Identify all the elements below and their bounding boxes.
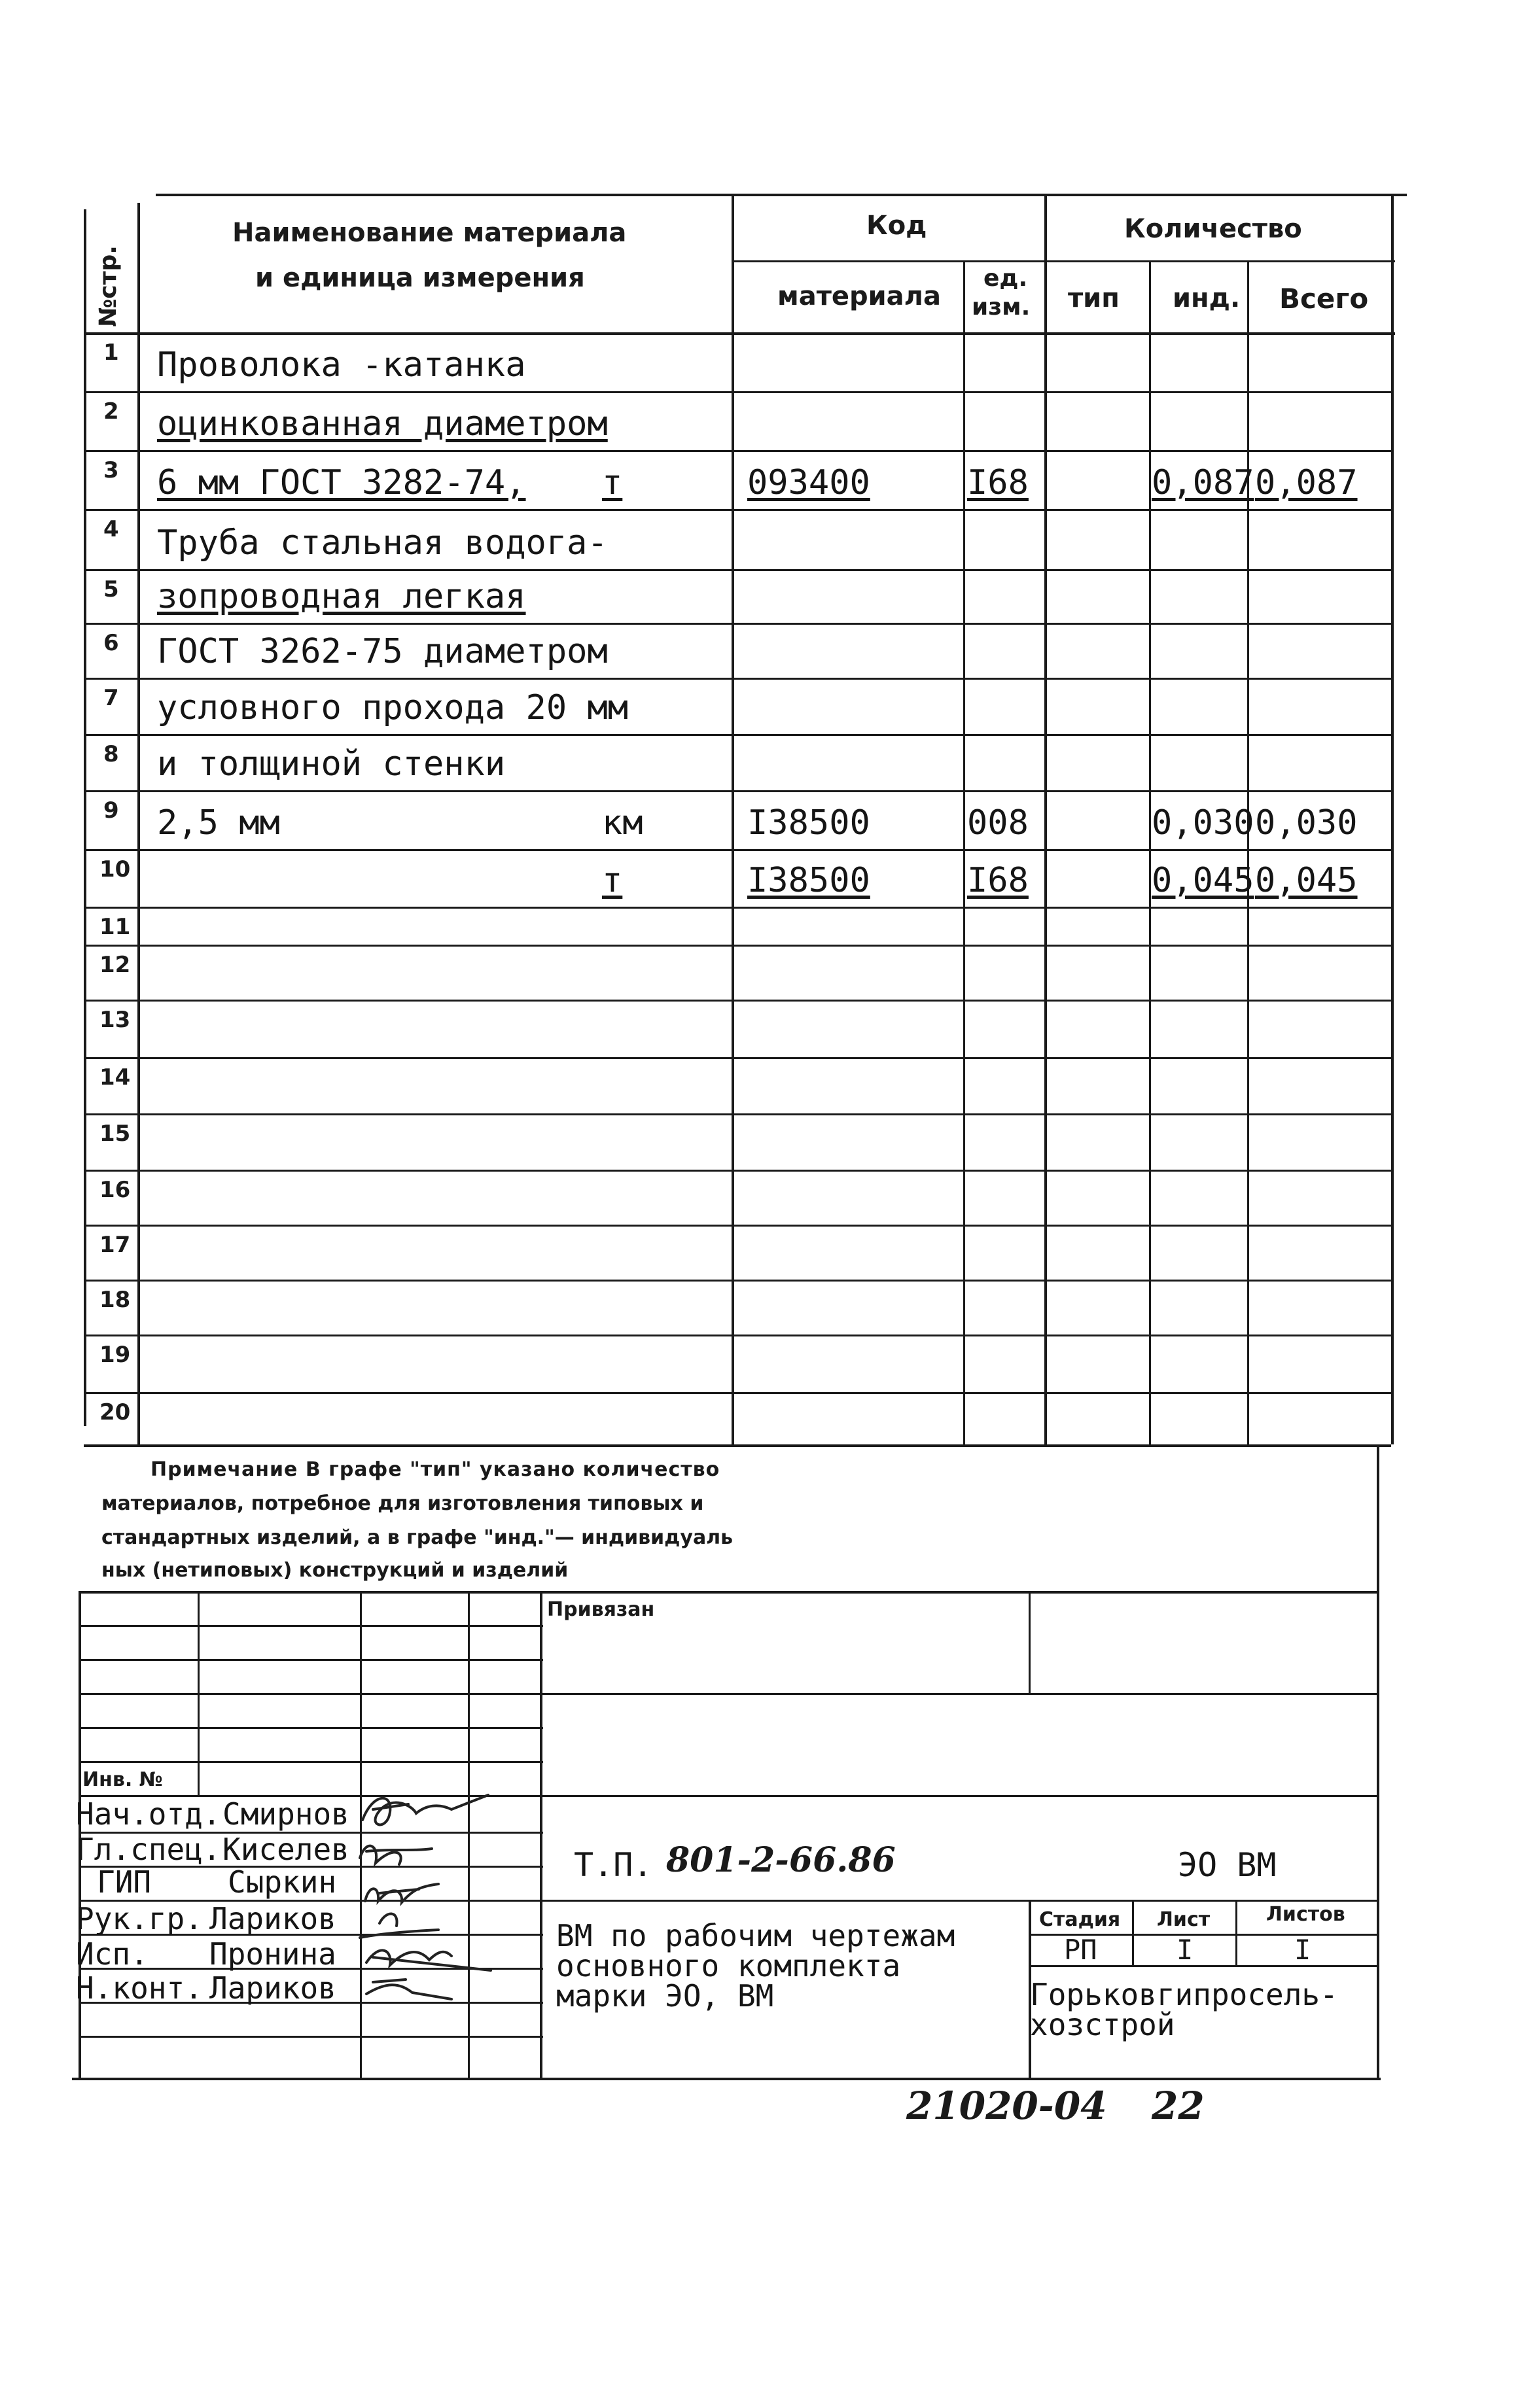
code-header: Код xyxy=(866,211,927,241)
staff-name-6: Лариков xyxy=(209,1970,336,2006)
ind-header: инд. xyxy=(1173,283,1241,313)
sheets-label: Листов xyxy=(1266,1903,1345,1926)
material-name: 6 мм ГОСТ 3282-74, xyxy=(157,463,526,502)
individual-quantity: 0,030 xyxy=(1152,803,1254,843)
row-divider xyxy=(84,1444,1391,1447)
row-divider xyxy=(84,450,1392,452)
note-line3: стандартных изделий, а в графе "инд."— индивидуаль xyxy=(101,1526,734,1549)
row-number: 3 xyxy=(103,457,119,483)
individual-quantity: 0,087 xyxy=(1152,463,1254,502)
description-line3: марки ЭО, ВМ xyxy=(556,1978,774,2014)
note-line1: Примечание В графе "тип" указано количество xyxy=(150,1458,720,1481)
row-divider xyxy=(84,849,1392,851)
staff-role-6: Н.конт. xyxy=(76,1970,203,2006)
unit-symbol: км xyxy=(602,803,643,843)
total-quantity: 0,030 xyxy=(1255,803,1358,843)
row-divider xyxy=(84,734,1392,736)
staff-role-3: ГИП xyxy=(97,1864,152,1900)
material-code-header: материала xyxy=(777,281,941,311)
unit-code: I68 xyxy=(967,861,1029,900)
material-name: Труба стальная водога- xyxy=(157,523,608,563)
description-line1: ВМ по рабочим чертежам xyxy=(556,1918,955,1953)
row-number-header: №стр. xyxy=(95,245,122,327)
staff-name-1: Смирнов xyxy=(222,1796,349,1832)
row-divider xyxy=(84,509,1392,511)
row-divider xyxy=(84,1280,1392,1282)
type-header: тип xyxy=(1068,283,1120,313)
document-mark: ЭО ВМ xyxy=(1178,1846,1277,1884)
organization-line2: хозстрой xyxy=(1030,2007,1175,2042)
row-number: 16 xyxy=(99,1177,131,1203)
note-line4: ных (нетиповых) конструкций и изделий xyxy=(101,1559,569,1582)
staff-role-1: Нач.отд. xyxy=(76,1796,221,1832)
row-number: 17 xyxy=(99,1232,131,1258)
total-quantity: 0,087 xyxy=(1255,463,1358,502)
row-number: 7 xyxy=(103,685,119,711)
material-code: 093400 xyxy=(747,463,870,502)
staff-name-3: Сыркин xyxy=(228,1864,337,1900)
unit-code: I68 xyxy=(967,463,1029,502)
note-line2: материалов, потребное для изготовления типовых и xyxy=(101,1492,704,1515)
row-divider xyxy=(84,790,1392,792)
staff-role-5: Исп. xyxy=(76,1936,149,1972)
row-divider xyxy=(84,1392,1392,1394)
staff-role-4: Рук.гр. xyxy=(76,1901,203,1936)
row-divider xyxy=(84,569,1392,571)
staff-role-2: Гл.спец. xyxy=(76,1832,221,1867)
row-divider xyxy=(84,1057,1392,1059)
material-name: условного прохода 20 мм xyxy=(157,688,629,727)
material-name: 2,5 мм xyxy=(157,803,280,843)
total-quantity: 0,045 xyxy=(1255,861,1358,900)
unit-symbol: т xyxy=(602,861,623,900)
individual-quantity: 0,045 xyxy=(1152,861,1254,900)
privyazan-label: Привязан xyxy=(547,1598,655,1621)
footer-document-number: 21020-04 xyxy=(906,2084,1107,2128)
row-number: 5 xyxy=(103,576,119,602)
staff-name-2: Киселев xyxy=(222,1832,349,1867)
stage-value: РП xyxy=(1064,1934,1097,1966)
material-name: ГОСТ 3262-75 диаметром xyxy=(157,632,608,671)
row-divider xyxy=(84,1113,1392,1115)
tp-number: 801-2-66.86 xyxy=(666,1840,896,1880)
row-divider xyxy=(84,1000,1392,1002)
row-divider xyxy=(84,1170,1392,1172)
stage-label: Стадия xyxy=(1039,1908,1121,1931)
footer-page-number: 22 xyxy=(1152,2084,1205,2128)
material-code: I38500 xyxy=(747,861,870,900)
row-divider xyxy=(84,1335,1392,1336)
row-divider xyxy=(84,1225,1392,1227)
staff-name-5: Пронина xyxy=(209,1936,336,1972)
row-divider xyxy=(84,623,1392,625)
unit-code: 008 xyxy=(967,803,1029,843)
material-code: I38500 xyxy=(747,803,870,843)
staff-name-4: Лариков xyxy=(209,1901,336,1936)
sheets-value: I xyxy=(1294,1934,1311,1966)
row-number: 18 xyxy=(99,1287,131,1313)
row-number: 12 xyxy=(99,952,131,978)
material-name: Проволока -катанка xyxy=(157,345,526,385)
row-number: 13 xyxy=(99,1007,131,1033)
row-number: 4 xyxy=(103,516,119,542)
unit-header-line2: изм. xyxy=(972,294,1031,321)
row-divider xyxy=(84,945,1392,947)
row-number: 11 xyxy=(99,914,131,940)
row-number: 8 xyxy=(103,741,119,767)
quantity-header: Количество xyxy=(1124,214,1302,244)
total-header: Всего xyxy=(1279,283,1369,315)
row-number: 19 xyxy=(99,1342,131,1368)
row-number: 10 xyxy=(99,856,131,882)
row-number: 9 xyxy=(103,797,119,824)
description-line2: основного комплекта xyxy=(556,1948,901,1983)
row-divider xyxy=(84,907,1392,909)
row-number: 6 xyxy=(103,630,119,656)
row-divider xyxy=(84,678,1392,680)
name-header-line1: Наименование материала xyxy=(232,218,627,248)
row-divider xyxy=(84,391,1392,393)
tp-label: Т.П. xyxy=(574,1846,653,1884)
row-number: 2 xyxy=(103,398,119,425)
row-number: 1 xyxy=(103,340,119,366)
row-number: 14 xyxy=(99,1064,131,1091)
row-number: 20 xyxy=(99,1399,131,1425)
sheet-label: Лист xyxy=(1157,1908,1211,1931)
unit-header-line1: ед. xyxy=(983,265,1028,292)
sheet-value: I xyxy=(1176,1934,1194,1966)
material-name: зопроводная легкая xyxy=(157,577,526,616)
material-name: и толщиной стенки xyxy=(157,744,506,784)
material-name: оцинкованная диаметром xyxy=(157,404,608,444)
name-header-line2: и единица измерения xyxy=(255,263,585,293)
row-number: 15 xyxy=(99,1121,131,1147)
inventory-number-label: Инв. № xyxy=(82,1768,163,1791)
signatures xyxy=(353,1786,510,2008)
organization-line1: Горьковгипросель- xyxy=(1030,1977,1338,2012)
unit-symbol: т xyxy=(602,463,623,502)
